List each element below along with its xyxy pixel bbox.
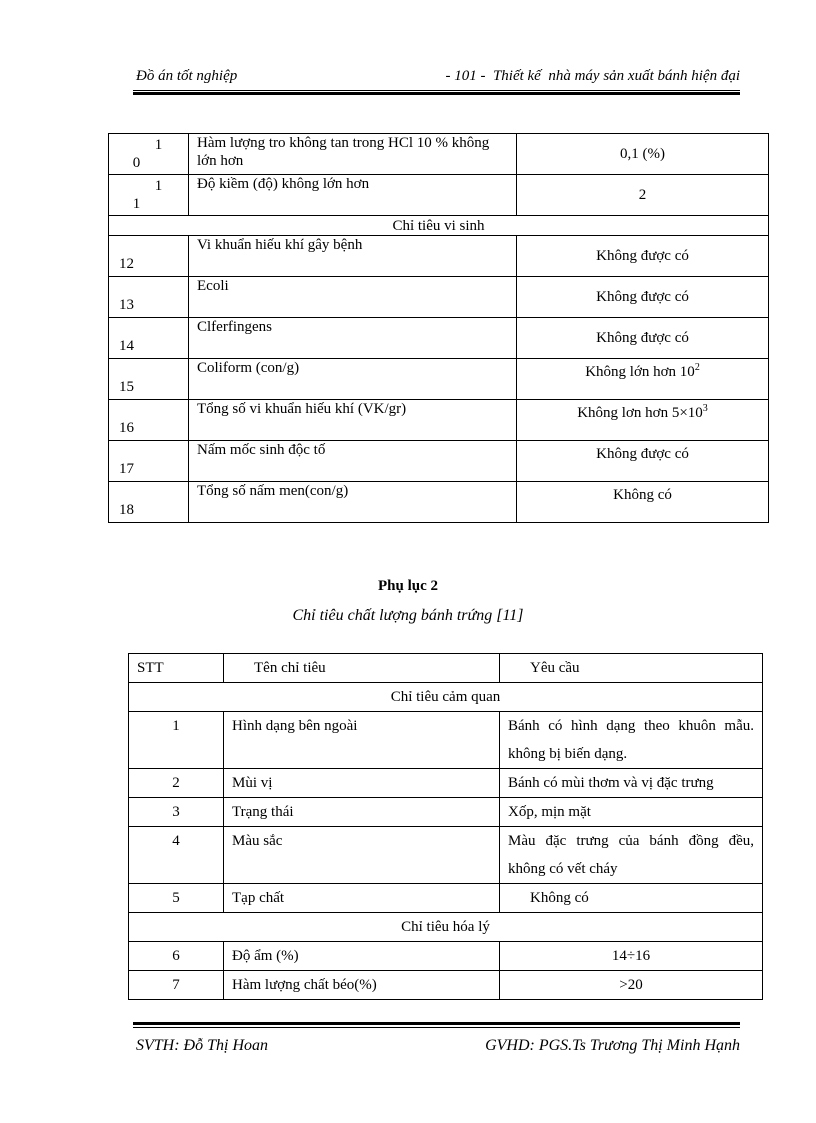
criterion-name: Hàm lượng chất béo(%) (224, 971, 500, 1000)
section-row (109, 216, 769, 236)
row-number: 17 (109, 441, 189, 482)
criterion-requirement: Bánh có mùi thơm và vị đặc trưng (500, 769, 763, 798)
criterion-value: Không được có (517, 236, 769, 277)
criterion-value: Không lớn hơn $10^2$ (517, 359, 769, 400)
table-row (109, 175, 769, 216)
header-rule-thick (133, 92, 740, 95)
table-row (109, 134, 769, 175)
section-heading: Chỉ tiêu cảm quan (129, 683, 763, 712)
appendix-subtitle: Chỉ tiêu chất lượng bánh trứng [11] (292, 607, 524, 624)
criterion-requirement: Bánh có hình dạng theo khuôn mẫu. không bị biến dạng. (500, 712, 763, 769)
criterion-name: Vi khuẩn hiếu khí gây bệnh (189, 236, 517, 277)
criterion-value: Không được có (517, 277, 769, 318)
row-number: 12 (109, 236, 189, 277)
criterion-name: Mùi vị (224, 769, 500, 798)
criterion-value: Không lơn hơn $5\times 10^3$ (517, 400, 769, 441)
table-row (129, 884, 763, 913)
header-rule-thin (133, 90, 740, 91)
row-number: 16 (109, 400, 189, 441)
footer-student: SVTH: Đỗ Thị Hoan (136, 1037, 269, 1054)
section-row (129, 683, 763, 712)
criterion-name: Hình dạng bên ngoài (224, 712, 500, 769)
criterion-name: Ecoli (189, 277, 517, 318)
criterion-name: Hàm lượng tro không tan trong HCl 10 % không lớn hơn (189, 134, 517, 175)
table-header-row (129, 654, 763, 683)
table-row (109, 318, 769, 359)
table-row (129, 942, 763, 971)
appendix-title: Phụ lục 2 (377, 578, 438, 594)
table-row (109, 359, 769, 400)
criterion-requirement: 14÷16 (500, 942, 763, 971)
criterion-name: Tổng số nấm men(con/g) (189, 482, 517, 523)
row-number: 13 (109, 277, 189, 318)
row-number: 5 (129, 884, 224, 913)
section-heading: Chỉ tiêu vi sinh (109, 216, 769, 236)
row-number: 1 1 (109, 175, 189, 216)
column-header-name: Tên chỉ tiêu (224, 654, 500, 683)
row-number: 14 (109, 318, 189, 359)
header-title-right: - 101 - Thiết kế nhà máy sản xuất bánh hiện đại (445, 68, 740, 84)
column-header-requirement: Yêu cầu (500, 654, 763, 683)
header-title-left: Đồ án tốt nghiệp (136, 68, 238, 84)
criterion-name: Màu sắc (224, 827, 500, 884)
criterion-requirement: Xốp, mịn mặt (500, 798, 763, 827)
table-row (129, 827, 763, 884)
table-row (109, 482, 769, 523)
criterion-name: Trạng thái (224, 798, 500, 827)
criterion-value: 2 (517, 175, 769, 216)
criterion-name: Tạp chất (224, 884, 500, 913)
row-number: 6 (129, 942, 224, 971)
criterion-value: Không có (517, 482, 769, 523)
criterion-name: Nấm mốc sinh độc tố (189, 441, 517, 482)
page-cutoff (128, 1009, 768, 1023)
table-row (109, 400, 769, 441)
footer-supervisor: GVHD: PGS.Ts Trương Thị Minh Hạnh (485, 1037, 740, 1054)
row-number: 2 (129, 769, 224, 798)
microbiology-table (108, 133, 769, 523)
row-number: 1 (129, 712, 224, 769)
row-number: 7 (129, 971, 224, 1000)
criterion-name: Tổng số vi khuẩn hiếu khí (VK/gr) (189, 400, 517, 441)
table-row (129, 971, 763, 1000)
section-heading: Chỉ tiêu hóa lý (129, 913, 763, 942)
criterion-name: Clferfingens (189, 318, 517, 359)
row-number: 4 (129, 827, 224, 884)
row-number: 15 (109, 359, 189, 400)
criterion-name: Coliform (con/g) (189, 359, 517, 400)
row-number: 1 0 (109, 134, 189, 175)
table-row (129, 798, 763, 827)
criterion-name: Độ ẩm (%) (224, 942, 500, 971)
criterion-value: 0,1 (%) (517, 134, 769, 175)
criterion-requirement: >20 (500, 971, 763, 1000)
table-row (109, 441, 769, 482)
table-row (129, 712, 763, 769)
criterion-requirement: Màu đặc trưng của bánh đồng đều, không có vết cháy (500, 827, 763, 884)
row-number: 18 (109, 482, 189, 523)
criterion-value: Không được có (517, 441, 769, 482)
table-row (109, 236, 769, 277)
criterion-value: Không được có (517, 318, 769, 359)
section-row (129, 913, 763, 942)
criterion-name: Độ kiềm (độ) không lớn hơn (189, 175, 517, 216)
table-row (109, 277, 769, 318)
row-number: 3 (129, 798, 224, 827)
criterion-requirement: Không có (500, 884, 763, 913)
column-header-stt: STT (129, 654, 224, 683)
table-row (129, 769, 763, 798)
footer-rule-thin (133, 1027, 740, 1028)
egg-cake-quality-table (128, 653, 763, 1000)
footer-rule-thick (133, 1022, 740, 1025)
